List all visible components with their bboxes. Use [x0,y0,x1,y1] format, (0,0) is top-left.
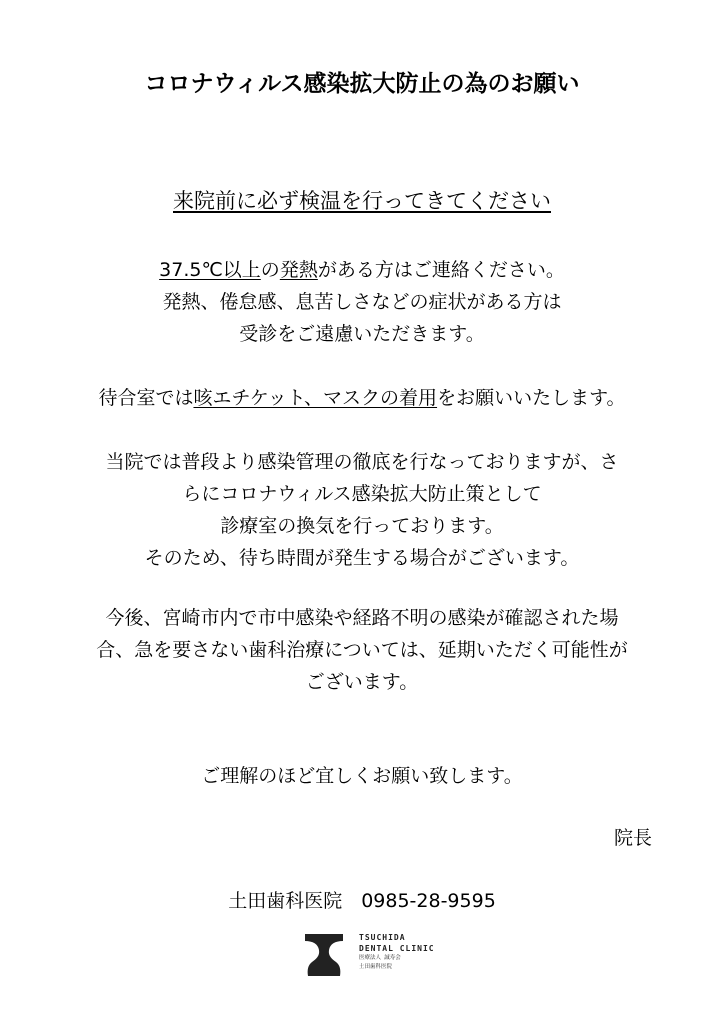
clinic-contact: 土田歯科医院 0985-28-9595 [228,890,496,912]
logo-wordmark [359,932,435,972]
fever-threshold: 37.5℃以上 [159,259,261,281]
notice-title: コロナウィルス感染拡大防止の為のお願い [144,71,580,97]
ventilation-notice-line-4: そのため、待ち時間が発生する場合がございます。 [144,547,580,569]
fever-contact-text: がある方はご連絡ください。 [317,259,565,281]
fever-notice-line-2: 発熱、倦怠感、息苦しさなどの症状がある方は [162,291,562,313]
waiting-room-notice [0,386,724,410]
etiquette-mask-text: 咳エチケット、マスクの着用 [193,387,438,409]
ventilation-notice-line-3: 診療室の換気を行っております。 [220,515,504,537]
fever-notice-line-1 [0,258,724,282]
temperature-check-text: 来院前に必ず検温を行ってきてください [173,189,551,213]
postponement-notice-line-3: ございます。 [305,671,419,693]
signature-director: 院長 [613,827,652,849]
clinic-logo [301,932,451,982]
logo-line-4: 土田歯科医院 [359,964,393,970]
postponement-notice-line-1: 今後、宮崎市内で市中感染や経路不明の感染が確認された場 [105,607,619,629]
logo-line-1: TSUCHIDA [359,933,406,942]
tooth-logo-icon [301,932,347,978]
logo-line-2: DENTAL CLINIC [359,944,435,953]
fever-notice-line-3: 受診をご遠慮いただきます。 [239,323,485,345]
logo-line-3: 医療法人 誠寿会 [359,955,401,961]
fever-particle: の [260,259,280,281]
waiting-room-text-a: 待合室では [98,387,194,409]
ventilation-notice-line-1: 当院では普段より感染管理の徹底を行なっておりますが、さ [105,451,619,473]
closing-message: ご理解のほど宜しくお願い致します。 [201,765,523,787]
postponement-notice-line-2: 合、急を要さない歯科治療については、延期いただく可能性が [96,639,628,661]
temperature-check-heading [0,188,724,214]
waiting-room-text-b: をお願いいたします。 [437,387,626,409]
fever-word: 発熱 [279,259,318,281]
ventilation-notice-line-2: らにコロナウィルス感染拡大防止策として [182,483,542,505]
